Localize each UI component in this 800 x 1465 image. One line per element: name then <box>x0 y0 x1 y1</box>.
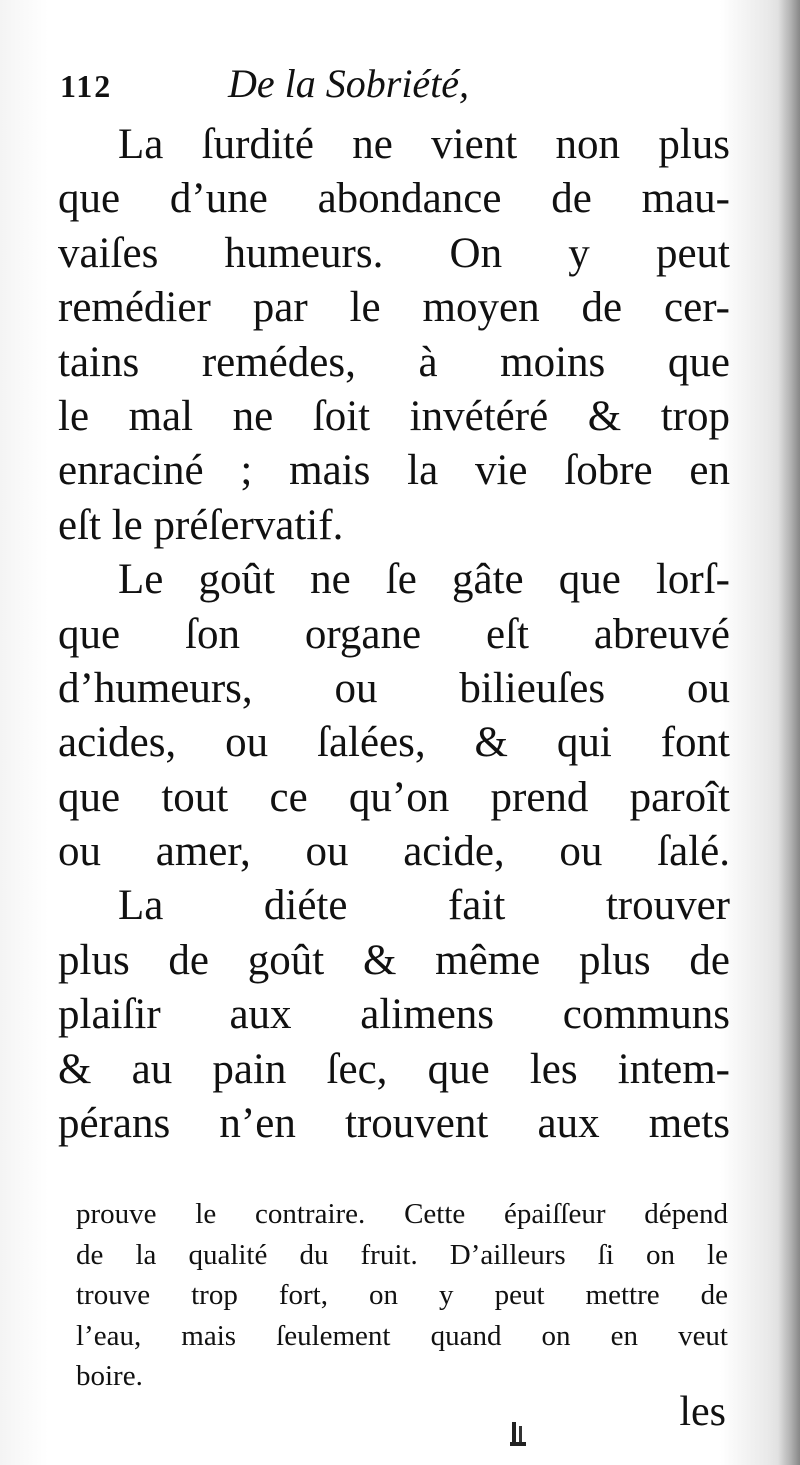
text-line: eſt le préſervatif. <box>58 501 344 549</box>
text-line: Le goût ne ſe gâte que lorſ- <box>118 556 730 604</box>
footnote-line: l’eau, mais ſeulement quand on en veut <box>76 1319 728 1352</box>
text-line: vaiſes humeurs. On y peut <box>58 229 730 277</box>
page-number: 112 <box>60 68 113 104</box>
footnote-line: de la qualité du fruit. D’ailleurs ſi on le <box>76 1238 728 1271</box>
footnote-line: trouve trop fort, on y peut mettre de <box>76 1279 728 1311</box>
text-line: La ſurdité ne vient non plus <box>118 121 730 168</box>
footnote <box>76 1194 728 1397</box>
text-line: que d’une abondance de mau- <box>58 175 730 223</box>
footnote-line: boire. <box>76 1360 143 1392</box>
text-line: que ſon organe eſt abreuvé <box>58 610 730 658</box>
text-line: La diéte fait trouver <box>118 882 730 930</box>
main-text <box>58 118 730 1151</box>
text-line: plus de goût & même plus de <box>58 936 730 984</box>
page-edge-shadow <box>778 0 800 1465</box>
printer-ornament-mark <box>506 1418 530 1450</box>
catchword: les <box>679 1389 726 1435</box>
text-line: acides, ou ſalées, & qui font <box>58 719 730 767</box>
text-line: pérans n’en trouvent aux mets <box>58 1100 730 1148</box>
text-line: & au pain ſec, que les intem- <box>58 1045 730 1093</box>
text-line: tains remédes, à moins que <box>58 338 730 386</box>
running-head: De la Sobriété, <box>228 61 470 106</box>
page-header <box>60 60 620 116</box>
text-line: enraciné ; mais la vie ſobre en <box>58 447 730 495</box>
footnote-line: prouve le contraire. Cette épaiſſeur dépend <box>76 1198 728 1230</box>
text-line: que tout ce qu’on prend paroît <box>58 773 730 821</box>
text-line: plaiſir aux alimens communs <box>58 991 730 1039</box>
text-line: d’humeurs, ou bilieuſes ou <box>58 664 730 712</box>
text-line: ou amer, ou acide, ou ſalé. <box>58 828 730 876</box>
text-line: remédier par le moyen de cer- <box>58 284 730 332</box>
text-line: le mal ne ſoit invétéré & trop <box>58 392 730 440</box>
